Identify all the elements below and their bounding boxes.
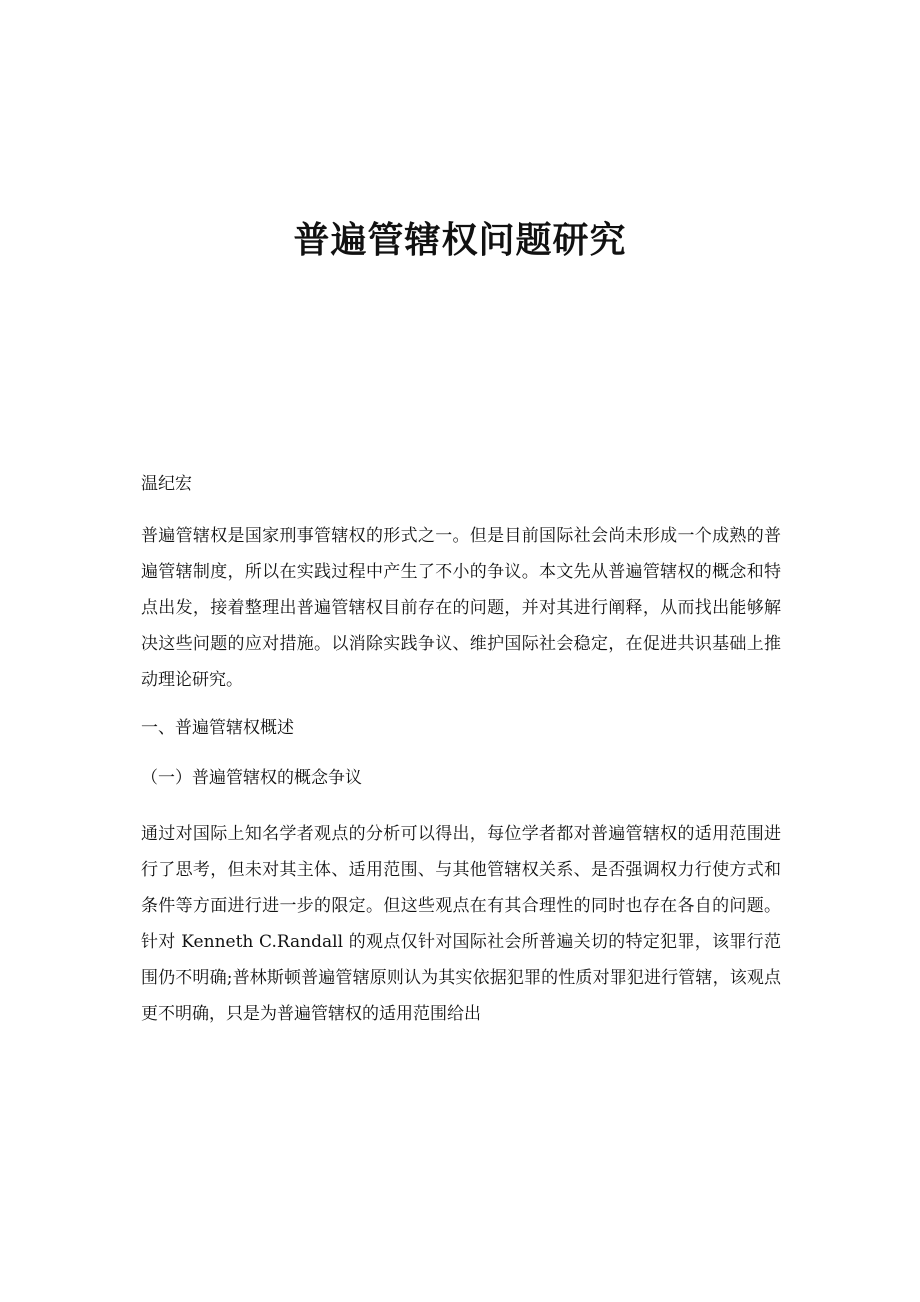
document-title: 普遍管辖权问题研究 [293,219,627,261]
author-name: 温纪宏 [141,474,192,494]
document-body [141,470,781,1048]
subsection-heading: （一）普遍管辖权的概念争议 [141,768,362,788]
section-heading: 一、普遍管辖权概述 [141,718,294,738]
body-paragraph: 通过对国际上知名学者观点的分析可以得出，每位学者都对普遍管辖权的适用范围进行了思考，但未对其主体、适用范围、与其他管辖权关系、是否强调权力行使方式和条件等方面进行进一步的限定。但这些观点在有其合理性的同时也存在各自的问题。针对 Kenneth C.Randall 的观点仅针对国际社会所普遍关切的特定犯罪，该罪行范围仍不明确;普林斯顿普遍管辖原则认为其实依据犯罪的性质对罪犯进行管辖，该观点更不明确，只是为普遍管辖权的适用范围给出 [141,824,781,1024]
abstract-paragraph: 普遍管辖权是国家刑事管辖权的形式之一。但是目前国际社会尚未形成一个成熟的普遍管辖制度，所以在实践过程中产生了不小的争议。本文先从普遍管辖权的概念和特点出发，接着整理出普遍管辖权目前存在的问题，并对其进行阐释，从而找出能够解决这些问题的应对措施。以消除实践争议、维护国际社会稳定，在促进共识基础上推动理论研究。 [141,526,781,690]
